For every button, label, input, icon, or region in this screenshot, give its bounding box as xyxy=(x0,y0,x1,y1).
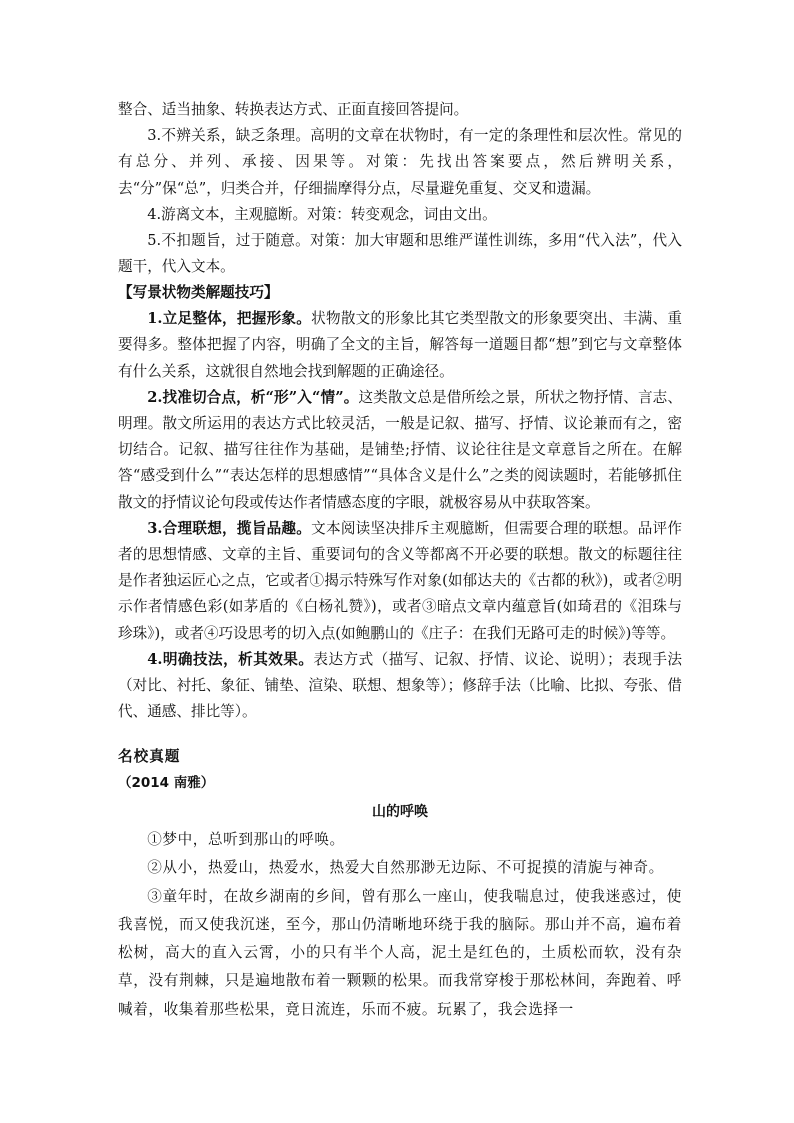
tip-body: 这类散文总是借所绘之景，所状之物抒情、言志、明理。散文所运用的表达方式比较灵活，一般是记叙、描写、抒情、议论兼而有之，密切结合。记叙、描写往往作为基础，是铺垫;抒情、议论往往是文章意旨之所在。在解答“感受到什么”“表达怎样的思想感情”“具体含义是什么”之类的阅读题时，若能够抓住散文的抒情议论句段或传达作者情感态度的字眼，就极容易从中获取答案。 xyxy=(118,388,682,511)
tip-lead: 3.合理联想，揽旨品趣。 xyxy=(147,519,312,537)
tip-lead: 2.找准切合点，析“形”入“情”。 xyxy=(147,388,359,406)
tip-item-2 xyxy=(118,385,682,516)
exam-heading: 名校真题 xyxy=(118,748,181,765)
tip-item-4 xyxy=(118,647,682,726)
problem-item-3: 3.不辨关系，缺乏条理。高明的文章在状物时，有一定的条理性和层次性。常见的有总分、并列、承接、因果等。对策：先找出答案要点，然后辨明关系，去“分”保“总”，归类合并，仔细揣摩得分点，尽量避免重复、交叉和遗漏。 xyxy=(118,127,682,197)
tip-item-1 xyxy=(118,306,682,385)
tip-body: 表达方式（描写、记叙、抒情、议论、说明）；表现手法（对比、衬托、象征、铺垫、渲染、联想、想象等）；修辞手法（比喻、比拟、夸张、借代、通感、排比等）。 xyxy=(118,650,682,721)
tip-item-3 xyxy=(118,516,682,647)
problems-section xyxy=(118,97,682,280)
problem-item-4: 4.游离文本，主观臆断。对策：转变观念，词由文出。 xyxy=(147,205,497,223)
passage-paragraph-3: ③童年时，在故乡湖南的乡间，曾有那么一座山，使我喘息过，使我迷惑过，使我喜悦，而又使我沉迷，至今，那山仍清晰地环绕于我的脑际。那山并不高，遍布着松树，高大的直入云霄，小的只有半个人高，泥土是红色的，土质松而软，没有杂草，没有荆棘，只是遍地散布着一颗颗的松果。而我常穿梭于那松林间，奔跑着、呼喊着，收集着那些松果，竟日流连，乐而不疲。玩累了，我会选择一 xyxy=(118,887,682,1018)
section-title: 【写景状物类解题技巧】 xyxy=(118,284,279,301)
problem-item-5: 5.不扣题旨，过于随意。对策：加大审题和思维严谨性训练，多用“代入法”，代入题干，代入文本。 xyxy=(118,232,682,276)
exam-source: （2014 南雅） xyxy=(118,775,215,791)
techniques-section xyxy=(118,280,682,725)
passage-title: 山的呼唤 xyxy=(372,804,428,820)
tip-body: 状物散文的形象比其它类型散文的形象要突出、丰满、重要得多。整体把握了内容，明确了全文的主旨，解答每一道题目都“想”到它与文章整体有什么关系，这就很自然地会找到解题的正确途径。 xyxy=(118,310,682,380)
tip-lead: 1.立足整体，把握形象。 xyxy=(147,310,312,328)
passage-paragraph-1: ①梦中，总听到那山的呼唤。 xyxy=(147,831,345,848)
tip-lead: 4.明确技法，析其效果。 xyxy=(147,650,314,668)
exam-section xyxy=(118,744,682,1024)
passage-body xyxy=(118,826,682,1024)
intro-tail-text: 整合、适当抽象、转换表达方式、正面直接回答提问。 xyxy=(118,101,469,118)
tip-body: 文本阅读坚决排斥主观臆断，但需要合理的联想。品评作者的思想情感、文章的主旨、重要词句的含义等都离不开必要的联想。散文的标题往往是作者独运匠心之点，它或者①揭示特殊写作对象(如郁达夫的《古都的秋》)，或者②明示作者情感色彩(如茅盾的《白杨礼赞》)，或者③暗点文章内蕴意旨(如琦君的《泪珠与珍珠》)，或者④巧设思考的切入点(如鲍鹏山的《庄子：在我们无路可走的时候》)等等。 xyxy=(118,519,682,642)
passage-paragraph-2: ②从小，热爱山，热爱水，热爱大自然那渺无边际、不可捉摸的清旎与神奇。 xyxy=(147,859,664,877)
